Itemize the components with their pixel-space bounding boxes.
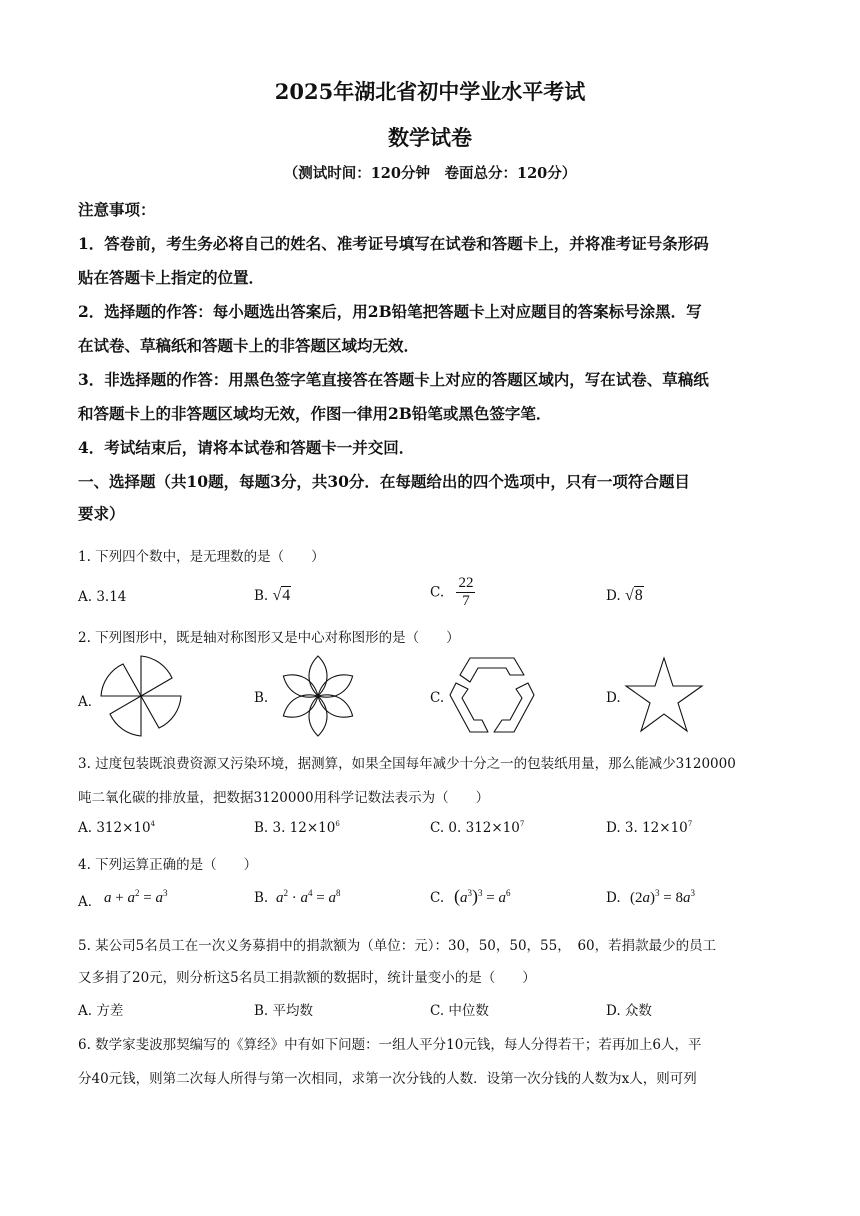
q6-stem-line1: 6. 数学家斐波那契编写的《算经》中有如下问题：一组人平分10元钱，每人分得若干；若再加上6人，平: [78, 1037, 702, 1053]
q1-option-d: [606, 587, 644, 605]
q5-stem-line2: 又多捐了20元，则分析这5名员工捐款额的数据时，统计量变小的是（ ）: [78, 970, 536, 986]
exam-time-info: （测试时间：120分钟 卷面总分：120分）: [283, 165, 577, 182]
q5-option-d: D. 众数: [606, 1003, 652, 1019]
q3-option-c-exponent: 7: [519, 820, 525, 828]
q1-option-d-label: D.: [606, 588, 621, 604]
q5-option-c: C. 中位数: [430, 1003, 489, 1019]
note-1-line1: 1．答卷前，考生务必将自己的姓名、准考证号填写在试卷和答题卡上，并将准考证号条形码: [78, 234, 709, 253]
q4-option-d-label: D.: [606, 890, 621, 906]
q3-option-d-base: D. 3. 12×10: [606, 820, 688, 836]
recycle-segment-right: [494, 683, 534, 732]
q2-figure-b-flower: [276, 654, 360, 738]
note-2-line1: 2．选择题的作答：每小题选出答案后，用2B铅笔把答题卡上对应题目的答案标号涂黑．写: [78, 302, 702, 321]
q4-option-c-label: C.: [430, 890, 445, 906]
note-2-line2: 在试卷、草稿纸和答题卡上的非答题区域均无效．: [78, 336, 420, 355]
q4-option-a-label: A．: [78, 894, 102, 910]
section-1-heading-line2: 要求）: [78, 504, 125, 523]
exam-subtitle: 数学试卷: [388, 125, 472, 150]
q1-option-c-label: C.: [430, 584, 445, 601]
q3-option-a: [78, 820, 155, 836]
recycle-segment-left: [450, 683, 488, 732]
pinwheel-blade-3: [110, 696, 141, 736]
pinwheel-blade-2: [141, 696, 181, 728]
q2-figure-a-pinwheel: [96, 654, 186, 738]
q5-option-a: A. 方差: [78, 1003, 124, 1019]
q4-option-b-label: B.: [254, 890, 269, 906]
section-1-heading-line1: 一、选择题（共10题，每题3分，共30分．在每题给出的四个选项中，只有一项符合题目: [78, 472, 690, 491]
q2-option-b-label: B.: [254, 690, 269, 706]
q5-stem-line1: 5. 某公司5名员工在一次义务募捐中的捐款额为（单位：元）：30，50，50，55， 60，若捐款最少的员工: [78, 938, 717, 954]
star-outline: [626, 658, 702, 731]
q1-option-b-label: B.: [254, 588, 269, 604]
q4-stem: 4. 下列运算正确的是（ ）: [78, 857, 258, 873]
q1-option-b-radicand: 4: [282, 587, 291, 604]
flower-petal-1: [309, 656, 327, 696]
q4-option-b-expr: $a^2 \cdot a^4 = a^8$: [276, 888, 341, 906]
note-1-line2: 贴在答题卡上指定的位置．: [78, 268, 265, 287]
pinwheel-blade-4: [101, 664, 141, 696]
q2-option-c-label: C.: [430, 690, 445, 706]
q1-option-c: [430, 575, 475, 610]
q4-option-d-expr: $(2a)^3 = 8a^3$: [630, 888, 695, 906]
q2-stem: 2. 下列图形中，既是轴对称图形又是中心对称图形的是（ ）: [78, 630, 460, 646]
q4-option-a-expr: $a + a^2 = a^3$: [104, 888, 168, 906]
q2-figure-d-star: [624, 656, 704, 734]
q3-option-c-base: C. 0. 312×10: [430, 820, 520, 836]
note-3-line1: 3．非选择题的作答：用黑色签字笔直接答在答题卡上对应的答题区域内，写在试卷、草稿纸: [78, 370, 709, 389]
q3-option-b: [254, 820, 340, 836]
q1-option-a: A. 3.14: [78, 589, 127, 605]
q1-option-b: [254, 587, 291, 605]
q1-option-c-denominator: 7: [462, 593, 470, 609]
q3-option-d: [606, 820, 692, 836]
note-3-line2: 和答题卡上的非答题区域均无效，作图一律用2B铅笔或黑色签字笔．: [78, 404, 552, 423]
q1-option-c-numerator: 22: [458, 575, 474, 591]
q3-option-b-base: B. 3. 12×10: [254, 820, 336, 836]
q3-option-c: [430, 820, 524, 836]
flower-petal-4: [309, 696, 327, 736]
q1-option-b-sqrt: √4: [272, 587, 291, 604]
note-4: 4．考试结束后，请将本试卷和答题卡一并交回．: [78, 438, 415, 457]
q4-option-c-expr: $(a^3)^3 = a^6$: [454, 886, 511, 906]
q3-option-a-base: A. 312×10: [78, 820, 151, 836]
q2-option-a-label: A．: [78, 694, 102, 710]
q3-option-d-exponent: 7: [687, 820, 693, 828]
q1-stem: 1. 下列四个数中，是无理数的是（ ）: [78, 549, 325, 565]
q3-stem-line2: 吨二氧化碳的排放量，把数据3120000用科学记数法表示为（ ）: [78, 790, 490, 806]
q1-option-d-sqrt: √8: [624, 587, 643, 604]
notes-heading: 注意事项：: [78, 200, 156, 219]
recycle-segment-top: [460, 658, 524, 682]
q3-option-a-exponent: 4: [150, 820, 156, 828]
q1-option-d-radicand: 8: [634, 587, 643, 604]
q1-option-c-fraction: [456, 575, 475, 610]
pinwheel-blade-1: [141, 656, 172, 696]
q3-stem-line1: 3. 过度包装既浪费资源又污染环境，据测算，如果全国每年减少十分之一的包装纸用量，那么能减少3120000: [78, 756, 736, 772]
q3-option-b-exponent: 6: [335, 820, 340, 828]
exam-title: 2025年湖北省初中学业水平考试: [274, 79, 586, 104]
q2-figure-c-recycle-hexagon: [448, 654, 536, 736]
q5-option-b: B. 平均数: [254, 1003, 314, 1019]
q2-option-d-label: D.: [606, 690, 621, 706]
q6-stem-line2: 分40元钱，则第二次每人所得与第一次相同，求第一次分钱的人数．设第一次分钱的人数为x人，则可列: [78, 1071, 697, 1087]
